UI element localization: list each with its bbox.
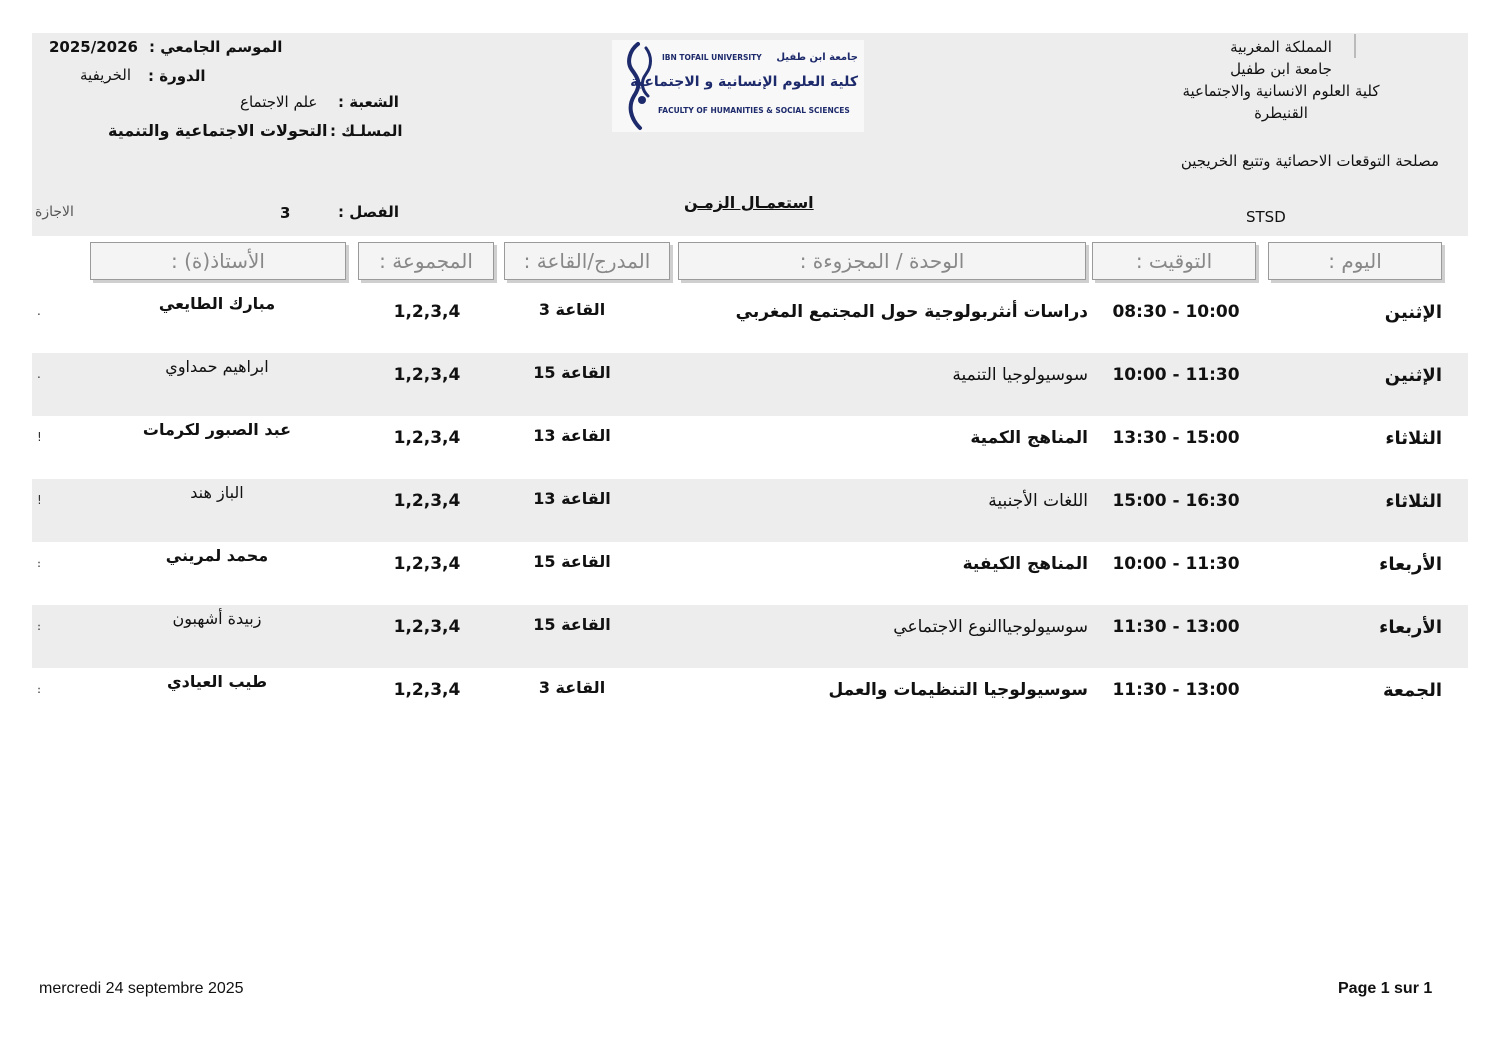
service-code: STSD [1246, 208, 1286, 226]
row-day: الثلاثاء [1385, 428, 1442, 449]
row-edge-mark: . [37, 367, 41, 381]
row-room: القاعة 15 [533, 615, 611, 634]
row-edge-mark: ։ [37, 556, 42, 570]
season-label: الموسم الجامعي : [149, 38, 283, 56]
institution-block [1161, 36, 1401, 124]
row-group: 1,2,3,4 [393, 365, 461, 385]
row-edge-mark: ։ [37, 682, 42, 696]
logo-english-top: IBN TOFAIL UNIVERSITY [662, 53, 762, 62]
row-professor: طيب العيادي [166, 672, 268, 691]
row-module: سوسيولوجيا التنظيمات والعمل [828, 680, 1088, 700]
row-group: 1,2,3,4 [393, 554, 461, 574]
row-room: القاعة 13 [533, 489, 611, 508]
column-header-professor: الأستاذ(ة) : [90, 242, 346, 280]
semester-label: الفصل : [338, 203, 399, 221]
row-time: 11:30 - 13:00 [1112, 680, 1240, 700]
row-time: 11:30 - 13:00 [1112, 617, 1240, 637]
city-text: القنيطرة [1254, 104, 1308, 122]
table-row [32, 668, 1468, 731]
row-professor: عبد الصبور لكرمات [142, 420, 292, 439]
row-group: 1,2,3,4 [393, 302, 461, 322]
row-time: 10:00 - 11:30 [1112, 365, 1240, 385]
row-module: المناهج الكيفية [962, 554, 1088, 574]
row-day: الأربعاء [1379, 617, 1442, 638]
degree-text: الاجازة [35, 204, 74, 220]
row-day: الأربعاء [1379, 554, 1442, 575]
row-room: القاعة 3 [538, 678, 606, 697]
column-header-module: الوحدة / المجزوءة : [678, 242, 1086, 280]
column-header-group: المجموعة : [358, 242, 494, 280]
row-professor: محمد لمريني [165, 546, 269, 565]
logo-arabic-top: جامعة ابن طفيل [776, 52, 858, 63]
branch-label: الشعبة : [338, 93, 399, 111]
page-number: Page 1 sur 1 [1338, 980, 1433, 997]
row-time: 08:30 - 10:00 [1112, 302, 1240, 322]
university-text: جامعة ابن طفيل [1230, 60, 1332, 78]
row-room: القاعة 13 [533, 426, 611, 445]
logo-english-faculty: FACULTY OF HUMANITIES & SOCIAL SCIENCES [658, 106, 850, 115]
university-logo [612, 40, 864, 132]
column-header-room: المدرج/القاعة : [504, 242, 670, 280]
page-title: استعمـال الزمـن [684, 193, 814, 212]
row-day: الجمعة [1382, 680, 1442, 701]
row-professor: الباز هند [190, 483, 244, 502]
row-day: الإثنين [1384, 302, 1442, 323]
row-time: 10:00 - 11:30 [1112, 554, 1240, 574]
row-group: 1,2,3,4 [393, 680, 461, 700]
table-row [32, 416, 1468, 479]
row-group: 1,2,3,4 [393, 617, 461, 637]
season-row [149, 37, 282, 56]
table-row [32, 605, 1468, 668]
row-day: الثلاثاء [1385, 491, 1442, 512]
row-module: اللغات الأجنبية [988, 491, 1088, 511]
row-professor: ابراهيم حمداوي [165, 357, 269, 376]
column-header-day: اليوم : [1268, 242, 1442, 280]
row-room: القاعة 3 [538, 300, 606, 319]
season-value: 2025/2026 [49, 38, 138, 56]
table-row [32, 479, 1468, 542]
row-professor: زبيدة أشهبون [172, 609, 262, 628]
row-professor: مبارك الطايعي [158, 294, 276, 313]
branch-value: علم الاجتماع [240, 93, 318, 111]
row-edge-mark: . [37, 304, 41, 318]
kingdom-text: المملكة المغربية [1230, 38, 1332, 56]
session-label: الدورة : [148, 67, 206, 85]
table-row [32, 542, 1468, 605]
row-day: الإثنين [1384, 365, 1442, 386]
print-date: mercredi 24 septembre 2025 [39, 980, 244, 997]
row-edge-mark: ։ [37, 619, 42, 633]
row-group: 1,2,3,4 [393, 428, 461, 448]
semester-value: 3 [280, 204, 291, 222]
row-module: المناهج الكمية [970, 428, 1088, 448]
row-module: دراسات أنثربولوجية حول المجتمع المغربي [735, 302, 1088, 322]
row-room: القاعة 15 [533, 552, 611, 571]
row-edge-mark: ! [37, 430, 42, 444]
row-edge-mark: ! [37, 493, 42, 507]
row-group: 1,2,3,4 [393, 491, 461, 511]
row-time: 13:30 - 15:00 [1112, 428, 1240, 448]
row-room: القاعة 15 [533, 363, 611, 382]
column-header-time: التوقيت : [1092, 242, 1256, 280]
session-value: الخريفية [80, 66, 132, 84]
table-row [32, 353, 1468, 416]
faculty-text: كلية العلوم الانسانية والاجتماعية [1182, 82, 1380, 100]
row-time: 15:00 - 16:30 [1112, 491, 1240, 511]
row-module: سوسيولوجياالنوع الاجتماعي [893, 617, 1088, 637]
track-label: المسلـك : [330, 122, 403, 140]
row-module: سوسيولوجيا التنمية [952, 365, 1088, 385]
service-text: مصلحة التوقعات الاحصائية وتتبع الخريجين [1180, 152, 1439, 170]
track-value: التحولات الاجتماعية والتنمية [108, 121, 328, 140]
logo-arabic-faculty: كلية العلوم الإنسانية و الاجتماعية [630, 74, 858, 90]
table-row [32, 290, 1468, 353]
